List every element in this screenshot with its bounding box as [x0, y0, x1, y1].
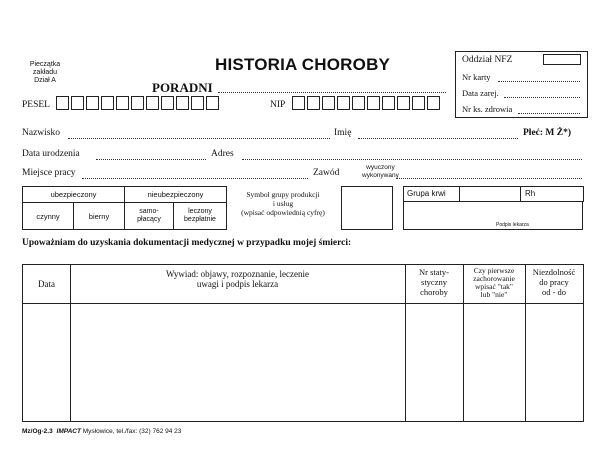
pesel-label: PESEL — [22, 100, 50, 110]
health-book-field[interactable] — [518, 113, 580, 114]
card-field[interactable] — [498, 81, 580, 82]
symbol-line2: i usług — [272, 199, 294, 208]
reg-date-label: Data zarej. — [462, 88, 499, 98]
nip-digit-box[interactable] — [352, 96, 365, 110]
free-line2: bezpłatnie — [184, 216, 216, 223]
col-history-line2: uwagi i podpis lekarza — [196, 279, 279, 289]
col-unfit-line2: do pracy — [539, 277, 569, 287]
pesel-digit-box[interactable] — [206, 96, 219, 110]
col-date-header: Data — [38, 279, 55, 289]
col-first-line3: wpisać "tak" — [475, 282, 513, 291]
col-first-line1: Czy pierwsze — [473, 266, 515, 275]
card-label: Nr karty — [462, 72, 491, 82]
surname-field[interactable] — [68, 138, 330, 139]
clinic-label: PORADNI — [152, 80, 213, 95]
stamp-line2: Dział A — [34, 77, 56, 84]
pesel-digit-box[interactable] — [86, 96, 99, 110]
nip-digit-box[interactable] — [412, 96, 425, 110]
col-stat-header — [405, 267, 463, 297]
col-first-line4: lub "nie" — [480, 290, 508, 299]
blood-group-label: Grupa krwi — [403, 186, 460, 202]
date-entry-cell[interactable] — [23, 304, 70, 421]
nip-digit-box[interactable] — [292, 96, 305, 110]
stat-entry-cell[interactable] — [406, 304, 463, 421]
pesel-field[interactable] — [56, 96, 221, 110]
pesel-digit-box[interactable] — [176, 96, 189, 110]
birth-date-label: Data urodzenia — [22, 149, 80, 159]
pesel-digit-box[interactable] — [161, 96, 174, 110]
nip-digit-box[interactable] — [337, 96, 350, 110]
col-stat-line2: styczny — [421, 277, 447, 287]
symbol-field[interactable] — [341, 186, 393, 230]
occupation-label: Zawód — [313, 168, 340, 178]
authorization-text: Upoważniam do uzyskania dokumentacji medycznej w przypadku mojej śmierci: — [22, 238, 352, 248]
rh-label: Rh — [525, 189, 536, 198]
pesel-digit-box[interactable] — [191, 96, 204, 110]
pesel-digit-box[interactable] — [146, 96, 159, 110]
medical-history-table — [22, 264, 584, 422]
nip-digit-box[interactable] — [397, 96, 410, 110]
first-name-field[interactable] — [358, 138, 518, 139]
pesel-digit-box[interactable] — [56, 96, 69, 110]
pesel-digit-box[interactable] — [101, 96, 114, 110]
birth-date-field[interactable] — [96, 159, 206, 160]
sex-label[interactable]: Płeć: M Ż*) — [523, 128, 572, 138]
doctor-signature-label: Podpis lekarza — [496, 222, 529, 228]
occupation-note-learned: wyuczony — [366, 164, 395, 171]
symbol-line1: Symbol grupy produkcji — [246, 190, 320, 199]
footer — [22, 428, 181, 435]
blood-group-field[interactable] — [459, 186, 521, 202]
nip-digit-box[interactable] — [367, 96, 380, 110]
col-first-header — [463, 267, 525, 299]
registration-box — [455, 51, 588, 118]
uninsured-header: nieubezpieczony — [124, 186, 227, 203]
publisher-address: Mysłowice, tel./fax: (32) 762 94 23 — [82, 428, 182, 435]
col-unfit-header — [525, 267, 583, 297]
stamp-area — [22, 61, 68, 85]
workplace-field[interactable] — [82, 178, 308, 179]
passive-cell[interactable]: bierny — [73, 202, 125, 230]
self-pay-cell[interactable] — [124, 202, 174, 230]
rh-field[interactable] — [520, 186, 584, 202]
form-code: Mz/Og-2.3 — [22, 428, 53, 435]
symbol-line3: (wpisać odpowiednią cyfrę) — [241, 208, 325, 217]
occupation-note — [362, 164, 399, 180]
symbol-label — [229, 190, 337, 217]
nip-digit-box[interactable] — [427, 96, 440, 110]
address-field[interactable] — [242, 159, 582, 160]
first-name-label: Imię — [334, 128, 352, 138]
col-history-header — [70, 269, 405, 289]
workplace-label: Miejsce pracy — [22, 168, 76, 178]
occupation-note-performed: wykonywany — [362, 172, 399, 179]
history-entry-cell[interactable] — [71, 304, 405, 421]
col-unfit-line3: od - do — [541, 287, 567, 297]
blood-group-box — [403, 186, 583, 230]
insurance-grid — [22, 186, 227, 230]
nip-digit-box[interactable] — [322, 96, 335, 110]
address-label: Adres — [211, 149, 234, 159]
self-pay-line1: samo- — [139, 208, 159, 215]
col-unfit-line1: Niezdolność — [532, 267, 576, 277]
page-title: HISTORIA CHOROBY — [215, 55, 391, 74]
nip-field[interactable] — [292, 96, 442, 110]
nfz-label: Oddział NFZ — [462, 55, 513, 65]
clinic-field[interactable] — [218, 92, 446, 93]
active-cell[interactable]: czynny — [22, 202, 74, 230]
col-stat-line1: Nr staty- — [419, 267, 449, 277]
col-first-line2: zachorowanie — [473, 274, 515, 283]
col-stat-line3: choroby — [420, 287, 448, 297]
stamp-line1: Pieczątka zakładu — [29, 61, 61, 76]
reg-date-field[interactable] — [504, 97, 580, 98]
col-history-line1: Wywiad: objawy, rozpoznanie, leczenie — [165, 269, 310, 279]
brand-logo: IMPACT — [56, 428, 81, 435]
nip-label: NIP — [270, 100, 286, 110]
occupation-field[interactable] — [396, 178, 582, 179]
free-treatment-cell[interactable] — [173, 202, 227, 230]
self-pay-line2: płacący — [137, 216, 161, 223]
surname-label: Nazwisko — [22, 128, 60, 138]
pesel-digit-box[interactable] — [71, 96, 84, 110]
insured-header: ubezpieczony — [22, 186, 125, 203]
nip-digit-box[interactable] — [382, 96, 395, 110]
nfz-field[interactable] — [543, 54, 581, 65]
nip-digit-box[interactable] — [307, 96, 320, 110]
first-entry-cell[interactable] — [464, 304, 525, 421]
health-book-label: Nr ks. zdrowia — [462, 104, 513, 114]
pesel-digit-box[interactable] — [116, 96, 129, 110]
free-line1: leczony — [188, 208, 212, 215]
pesel-digit-box[interactable] — [131, 96, 144, 110]
unfit-entry-cell[interactable] — [526, 304, 583, 421]
